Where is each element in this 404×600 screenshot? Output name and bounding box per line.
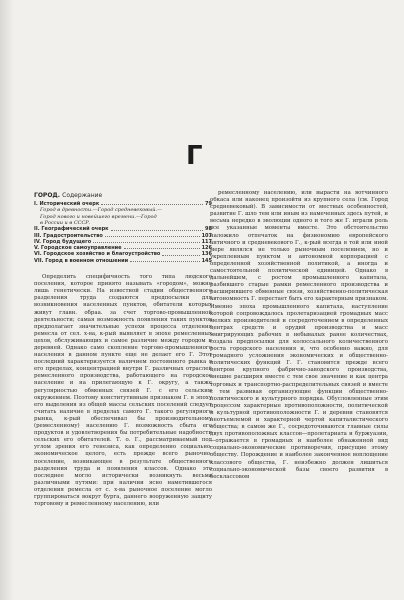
toc-item-page: 126 xyxy=(201,245,212,252)
body-paragraph: Определить специфичность того типа людского поселения, которое принято называть «городом», можно лишь генетически. На известной стадии общественного разделения труда создаются предпосылки для возникновения населенных пунктов, обитатели которых живут главн. обраа. за счет торгово-промышленной деятельности; самая возможность появления таких пунктов предполагает значительные успехи процесса отделения ремесла от сел. х-ва, к-рый выявляет в эпохе ремесленных цехов, обслуживающих и самое различие между городом и деревней. Однако само скопление торгово-промышленного населения в данном пункте еще не делает его Г. Этот последний характеризуется наличием постоянного рынка в его пределах, концентрацией внутри Г. различных отраслей ремесленного производства, работающего на городское население и на прилегающую к Г. округу, а также регулярностью обменных связей Г. с его сельским окружением. Поэтому конститутивным признаком Г. в эпоху его выделения из общей массы сельских поселений следует считать наличие в пределах самого Г. такого регулярного рынка, к-рый обеспечивал бы производительному (ремесленному) населению Г. возможность сбыта его продуктов и удовлетворения бы потребительные надобности сельских его обитателей. Т. о. Г., рассматриваемый под углом зрения его генезиса, как определенно социально-экономическое целого, есть прежде всего рыночно-поселение, возникающее в результате общественного разделения труда и появления классов. Однако это последнее могло исторически возникнуть весьма различными путями: при наличии ясно наметившегося отделения ремесла от с. х-ва рыночное поселение могло группироваться вокруг бурга, даннего вооруженную защиту торговому и ремесленному населению, или xyxy=(34,274,212,508)
section-letter-heading: Г xyxy=(186,141,203,171)
toc-subtitle: Содержание xyxy=(62,192,103,199)
body-paragraph: ремесленному населению, или вырасти на вотчинного о6каса или наконец произойти из крупного села (см. Город средневековый). В зависимости от местных особенностей, развитие Г. шло тем или иным из намеченных здесь путей, и весьма нередко в эволюции одного и того же Г. играли роль все указанные моменты вместе. Это обстоятельство наложило отпечаток на физиономию европейского античного и средневекового Г., к-рый всегда в той или иной мере являлся не только рыночным поселением, но и укрепленным пунктом и автономной корпорацией с определенной хозяйственной политикой, а иногда и самостоятельной политической единицей. Однако в дальнейшем, с ростом промышленного капитала, разбившего старые рамки ремесленного производства и расширившего обменные связи, хозяйственно-политическая автономность Г. перестает быть его характерным признаком. Именно эпоха промышленного капитала, наступление которой сопровождалось пролетаризацией громадных масс мелких производителей и сосредоточением в определенных центрах средств и орудий производства и масс эмигрирующих рабочих в небывалых ранее количествах, создала предпосылки для колоссального количественного роста городского населения и, что особенно важно, для громадного усложнения экономических и общественно-политических функций Г. Г. становится прежде всего центром крупного фабрично-заводского производства, внешне расширяя вместе с тем свое значение и как центра торговых и транспортно-распределительных связей и вместе с тем развивая организующие функции общественно-политического и культурного порядка. Обусловленные этим процессом характерные противоположности, политической и культурной противоположности Г. и деревни становятся неотъемлемой и характерной чертой капиталистического общества; в самом же Г., сосредоточиваются главные силы двух противоположных классов—пролетариата и буржуазии,—отражается в громадных и наиболее обнаженной вид социально-экономические противоречия, присущие этому обществу. Порождение и наиболее законченное воплощение классового общества, Г. неизбежно должен лишиться социально-экономической базы своего развития в бесклассовом xyxy=(210,190,388,480)
toc-leader-dots xyxy=(124,245,200,249)
toc-leader-dots xyxy=(93,239,199,243)
toc-item-page: 145 xyxy=(201,257,212,264)
left-body-text xyxy=(34,274,212,508)
toc-item-page: 107 xyxy=(201,232,212,239)
toc-item xyxy=(34,258,212,264)
toc-item-page: 79 xyxy=(205,201,212,208)
toc-item-page: 98 xyxy=(205,226,212,233)
toc-item-label: Город в древности.—Город средневековый.— xyxy=(40,207,163,214)
toc-item-page: 136 xyxy=(201,251,212,258)
toc-item-label: VI. Городское хозяйство и благоустройство xyxy=(34,251,161,258)
toc-item-label: III. Градостроительство xyxy=(34,232,103,239)
toc-item-label: II. Географический очерк xyxy=(34,226,109,233)
toc-heading xyxy=(34,192,212,199)
page-spine-shadow xyxy=(0,0,14,600)
toc-leader-dots xyxy=(130,258,199,262)
toc-article-title: ГОРОД. xyxy=(34,192,61,199)
toc-list xyxy=(34,201,212,264)
toc-item-label: Город нового и новейшего времени.—Город xyxy=(40,213,157,220)
toc-item-label: VII. Город в военном отношении xyxy=(34,257,129,264)
right-body-text xyxy=(210,190,388,481)
toc-item-label: IV. Город будущего xyxy=(34,238,92,245)
left-column xyxy=(34,192,212,508)
toc-item-label: V. Городское самоуправление xyxy=(34,245,122,252)
toc-leader-dots xyxy=(105,233,200,237)
toc-item-page: 117 xyxy=(201,238,212,245)
right-column xyxy=(210,190,388,481)
toc-leader-dots xyxy=(101,201,203,205)
toc-item-label: I. Исторический очерк xyxy=(34,201,100,208)
toc-leader-dots xyxy=(111,226,203,230)
toc-item-label: в России и в СССР. xyxy=(40,219,91,226)
toc-leader-dots xyxy=(162,251,199,255)
